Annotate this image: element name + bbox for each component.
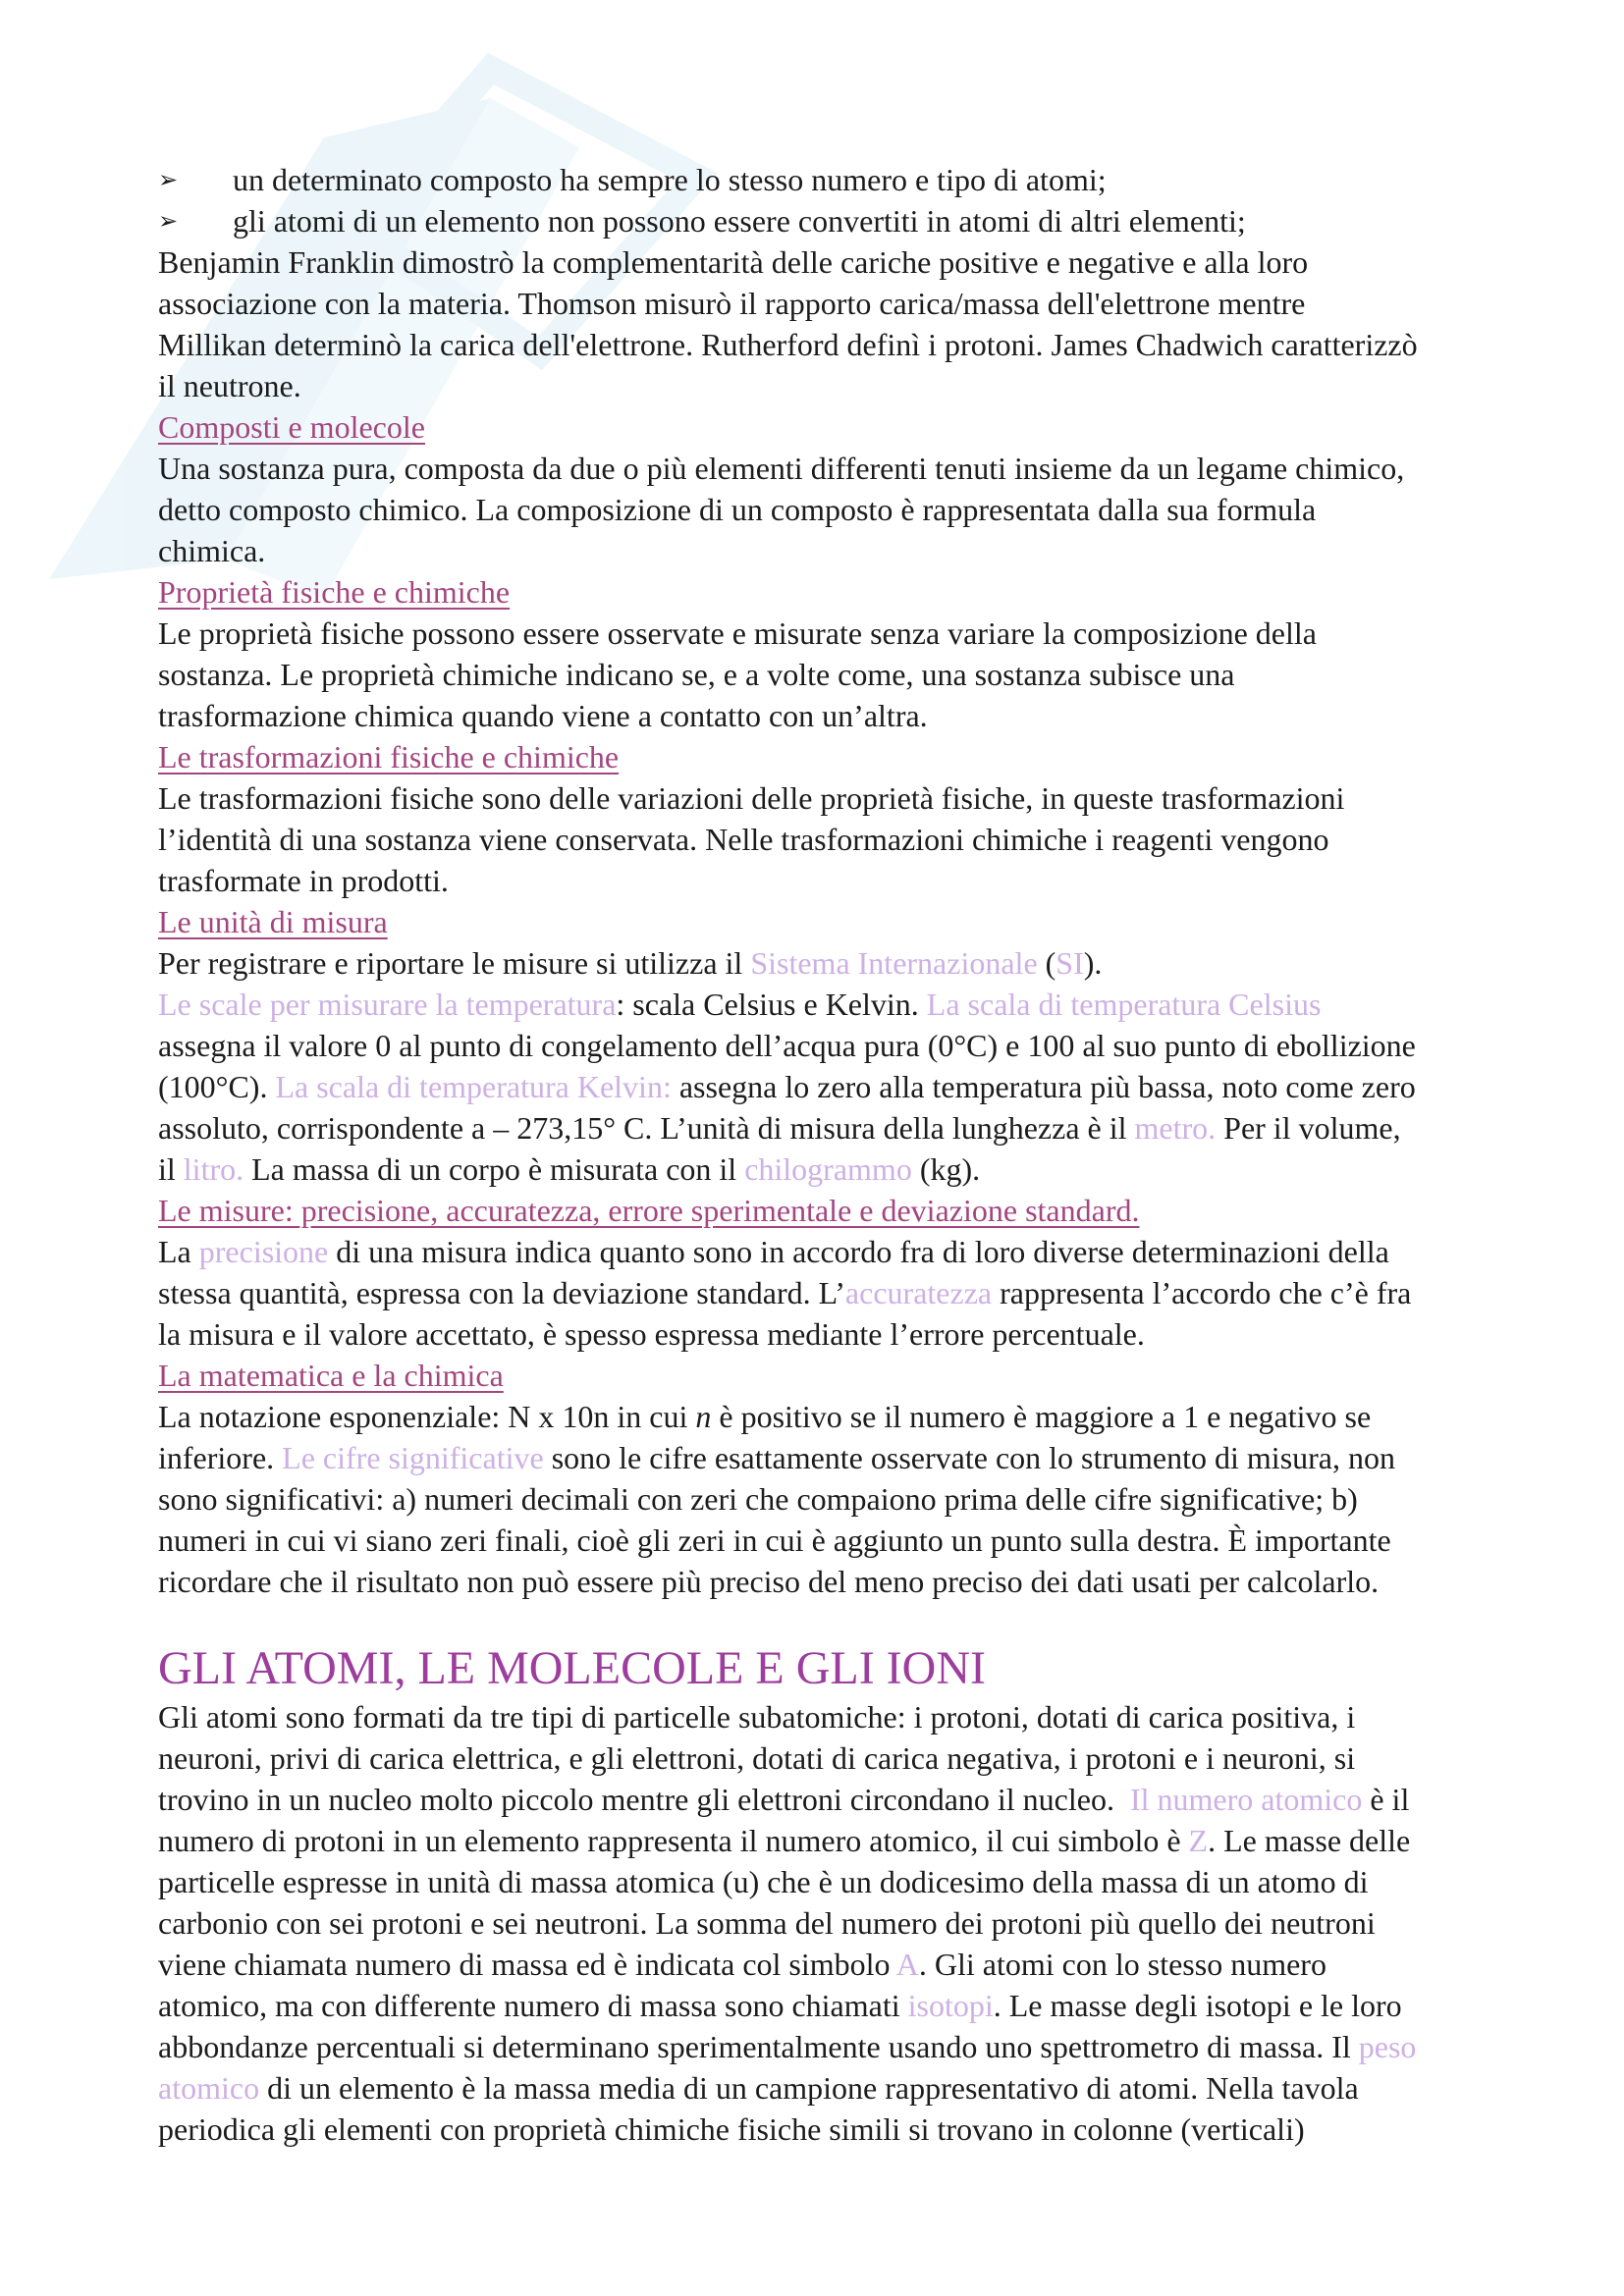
text-line bbox=[158, 942, 1552, 984]
bullet-text: gli atomi di un elemento non possono essere convertiti in atomi di altri elementi; bbox=[233, 203, 1246, 239]
plain-text: è positivo se il numero è maggiore a 1 e negativo se bbox=[711, 1399, 1372, 1434]
text-line bbox=[158, 654, 1552, 695]
section-subheading: Composti e molecole bbox=[158, 409, 425, 445]
highlighted-term: A bbox=[895, 1947, 919, 1982]
plain-text: rappresenta l’accordo che c’è fra bbox=[992, 1275, 1412, 1310]
plain-text: viene chiamata numero di massa ed è indicata col simbolo bbox=[158, 1947, 896, 1982]
text-line bbox=[158, 1313, 1552, 1355]
plain-text: . Gli atomi con lo stesso numero bbox=[918, 1947, 1326, 1982]
plain-text: neuroni, privi di carica elettrica, e gli elettroni, dotati di carica negativa, i protoni e i neuroni, si bbox=[158, 1740, 1356, 1776]
text-line bbox=[158, 283, 1552, 324]
highlighted-term: precisione bbox=[198, 1234, 329, 1269]
text-line bbox=[158, 1107, 1552, 1148]
plain-text: la misura e il valore accettato, è spesso espressa mediante l’errore percentuale. bbox=[158, 1316, 1145, 1352]
plain-text: abbondanze percentuali si determinano sperimentalmente usando uno spettrometro di massa. Il bbox=[158, 2029, 1359, 2064]
paragraph bbox=[158, 1696, 1552, 2150]
plain-text: . Le masse degli isotopi e le loro bbox=[993, 1988, 1402, 2023]
text-line bbox=[158, 984, 1552, 1025]
highlighted-term: Z bbox=[1188, 1823, 1209, 1858]
plain-text: La notazione esponenziale: N x 10n in cui bbox=[158, 1399, 696, 1434]
plain-text: particelle espresse in unità di massa atomica (u) che è un dodicesimo della massa di un atomo di bbox=[158, 1864, 1369, 1899]
text-line bbox=[158, 365, 1552, 406]
highlighted-term: atomico bbox=[158, 2070, 260, 2106]
plain-text: Le proprietà fisiche possono essere osservate e misurate senza variare la composizione della bbox=[158, 615, 1317, 651]
section-subheading: Le trasformazioni fisiche e chimiche bbox=[158, 739, 620, 774]
arrow-bullet-icon: ➢ bbox=[158, 207, 179, 235]
highlighted-term: Le cifre significative bbox=[282, 1440, 544, 1475]
section-subheading: Proprietà fisiche e chimiche bbox=[158, 574, 511, 610]
plain-text: è il bbox=[1362, 1782, 1410, 1817]
paragraph bbox=[158, 613, 1552, 736]
text-line bbox=[158, 1520, 1552, 1561]
plain-text: carbonio con sei protoni e sei neutroni. La somma del numero dei protoni più quello dei neutroni bbox=[158, 1905, 1376, 1941]
text-line bbox=[158, 489, 1552, 530]
bullet-item bbox=[158, 200, 1552, 241]
text-line bbox=[158, 1861, 1552, 1902]
plain-text: trasformazione chimica quando viene a contatto con un’altra. bbox=[158, 698, 928, 733]
paragraph bbox=[158, 942, 1552, 1190]
plain-text: detto composto chimico. La composizione di un composto è rappresentata dalla sua formula bbox=[158, 492, 1317, 527]
plain-text: (100°C). bbox=[158, 1069, 276, 1104]
text-line bbox=[158, 613, 1552, 654]
plain-text: ( bbox=[1037, 945, 1056, 981]
section-subheading: Le misure: precisione, accuratezza, errore sperimentale e deviazione standard. bbox=[158, 1193, 1140, 1228]
plain-text: Una sostanza pura, composta da due o più elementi differenti tenuti insieme da un legame chimico, bbox=[158, 451, 1405, 486]
paragraph bbox=[158, 1231, 1552, 1355]
highlighted-term: peso bbox=[1358, 2029, 1417, 2064]
highlighted-term: accuratezza bbox=[844, 1275, 993, 1310]
italic-variable: n bbox=[695, 1399, 712, 1434]
text-line bbox=[158, 1902, 1552, 1944]
text-line bbox=[158, 1478, 1552, 1520]
highlighted-term: metro. bbox=[1134, 1110, 1217, 1146]
plain-text: Le trasformazioni fisiche sono delle variazioni delle proprietà fisiche, in queste trasformazioni bbox=[158, 780, 1345, 816]
plain-text: assegna lo zero alla temperatura più bassa, noto come zero bbox=[671, 1069, 1416, 1104]
highlighted-term: La scala di temperatura Kelvin: bbox=[275, 1069, 672, 1104]
plain-text: il bbox=[158, 1151, 184, 1187]
plain-text: Millikan determinò la carica dell'elettrone. Rutherford definì i protoni. James Chadwich caratterizzò bbox=[158, 327, 1418, 362]
plain-text: trovino in un nucleo molto piccolo mentre gli elettroni circondano il nucleo. bbox=[158, 1782, 1130, 1817]
text-line bbox=[158, 1944, 1552, 1985]
plain-text: La massa di un corpo è misurata con il bbox=[244, 1151, 745, 1187]
text-line bbox=[158, 777, 1552, 819]
text-line bbox=[158, 1231, 1552, 1272]
plain-text: atomico, ma con differente numero di massa sono chiamati bbox=[158, 1988, 908, 2023]
plain-text: (kg). bbox=[911, 1151, 981, 1187]
text-line bbox=[158, 1696, 1552, 1737]
plain-text: . Le masse delle bbox=[1208, 1823, 1411, 1858]
highlighted-term: Le scale per misurare la temperatura bbox=[158, 987, 617, 1022]
plain-text: ricordare che il risultato non può essere più preciso del meno preciso dei dati usati per calcolarlo. bbox=[158, 1564, 1380, 1599]
bullet-list bbox=[158, 159, 1552, 241]
paragraph bbox=[158, 241, 1552, 406]
text-line bbox=[158, 1437, 1552, 1478]
highlighted-term: isotopi bbox=[907, 1988, 994, 2023]
plain-text: il neutrone. bbox=[158, 368, 301, 403]
highlighted-term: Il numero atomico bbox=[1129, 1782, 1363, 1817]
plain-text: : scala Celsius e Kelvin. bbox=[616, 987, 927, 1022]
plain-text: di una misura indica quanto sono in accordo fra di loro diverse determinazioni della bbox=[328, 1234, 1389, 1269]
arrow-bullet-icon: ➢ bbox=[158, 166, 179, 193]
paragraph bbox=[158, 1396, 1552, 1602]
text-line bbox=[158, 241, 1552, 283]
text-line bbox=[158, 2109, 1552, 2150]
plain-text: periodica gli elementi con proprietà chimiche fisiche simili si trovano in colonne (verticali) bbox=[158, 2111, 1305, 2147]
text-line bbox=[158, 1779, 1552, 1820]
plain-text: Gli atomi sono formati da tre tipi di particelle subatomiche: i protoni, dotati di carica positiva, i bbox=[158, 1699, 1356, 1735]
plain-text: La bbox=[158, 1234, 199, 1269]
paragraph bbox=[158, 448, 1552, 571]
highlighted-term: Sistema Internazionale bbox=[750, 945, 1038, 981]
plain-text: Benjamin Franklin dimostrò la complementarità delle cariche positive e negative e alla loro bbox=[158, 244, 1309, 280]
highlighted-term: SI bbox=[1056, 945, 1084, 981]
paragraph bbox=[158, 777, 1552, 901]
text-line bbox=[158, 695, 1552, 736]
text-line bbox=[158, 1148, 1552, 1190]
text-line bbox=[158, 1025, 1552, 1066]
text-line bbox=[158, 2067, 1552, 2109]
plain-text: inferiore. bbox=[158, 1440, 283, 1475]
plain-text: assoluto, corrispondente a – 273,15° C. L’unità di misura della lunghezza è il bbox=[158, 1110, 1135, 1146]
document-sections bbox=[158, 241, 1552, 2150]
highlighted-term: chilogrammo bbox=[744, 1151, 912, 1187]
highlighted-term: litro. bbox=[183, 1151, 244, 1187]
plain-text: l’identità di una sostanza viene conservata. Nelle trasformazioni chimiche i reagenti vengono bbox=[158, 822, 1329, 857]
plain-text: sono le cifre esattamente osservate con lo strumento di misura, non bbox=[543, 1440, 1395, 1475]
main-heading: GLI ATOMI, LE MOLECOLE E GLI IONI bbox=[158, 1642, 986, 1694]
plain-text: di un elemento è la massa media di un campione rappresentativo di atomi. Nella tavola bbox=[259, 2070, 1359, 2106]
plain-text: Per registrare e riportare le misure si utilizza il bbox=[158, 945, 751, 981]
plain-text: sostanza. Le proprietà chimiche indicano se, e a volte come, una sostanza subisce una bbox=[158, 657, 1235, 692]
highlighted-term: La scala di temperatura Celsius bbox=[926, 987, 1322, 1022]
text-line bbox=[158, 324, 1552, 365]
text-line bbox=[158, 448, 1552, 489]
text-line bbox=[158, 819, 1552, 860]
plain-text: chimica. bbox=[158, 533, 266, 568]
plain-text: ). bbox=[1083, 945, 1103, 981]
plain-text: numero di protoni in un elemento rappresenta il numero atomico, il cui simbolo è bbox=[158, 1823, 1189, 1858]
plain-text: Per il volume, bbox=[1216, 1110, 1401, 1146]
text-line bbox=[158, 860, 1552, 901]
plain-text: sono significativi: a) numeri decimali con zeri che compaiono prima delle cifre significative; b) bbox=[158, 1481, 1358, 1517]
plain-text: numeri in cui vi siano zeri finali, cioè gli zeri in cui è aggiunto un punto sulla destra. È importante bbox=[158, 1522, 1391, 1558]
text-line bbox=[158, 1737, 1552, 1779]
plain-text: trasformate in prodotti. bbox=[158, 863, 449, 898]
text-line bbox=[158, 1272, 1552, 1313]
text-line bbox=[158, 1066, 1552, 1107]
plain-text: stessa quantità, espressa con la deviazione standard. L’ bbox=[158, 1275, 845, 1310]
text-line bbox=[158, 1820, 1552, 1861]
text-line bbox=[158, 530, 1552, 571]
bullet-text: un determinato composto ha sempre lo stesso numero e tipo di atomi; bbox=[233, 162, 1107, 197]
text-line bbox=[158, 1396, 1552, 1437]
plain-text: associazione con la materia. Thomson misurò il rapporto carica/massa dell'elettrone mentre bbox=[158, 286, 1306, 321]
section-subheading: Le unità di misura bbox=[158, 904, 388, 939]
section-subheading: La matematica e la chimica bbox=[158, 1358, 504, 1393]
text-line bbox=[158, 1561, 1552, 1602]
plain-text: assegna il valore 0 al punto di congelamento dell’acqua pura (0°C) e 100 al suo punto di ebollizione bbox=[158, 1028, 1416, 1063]
bullet-item bbox=[158, 159, 1552, 200]
text-line bbox=[158, 2026, 1552, 2067]
document-body bbox=[158, 159, 1552, 2150]
text-line bbox=[158, 1985, 1552, 2026]
